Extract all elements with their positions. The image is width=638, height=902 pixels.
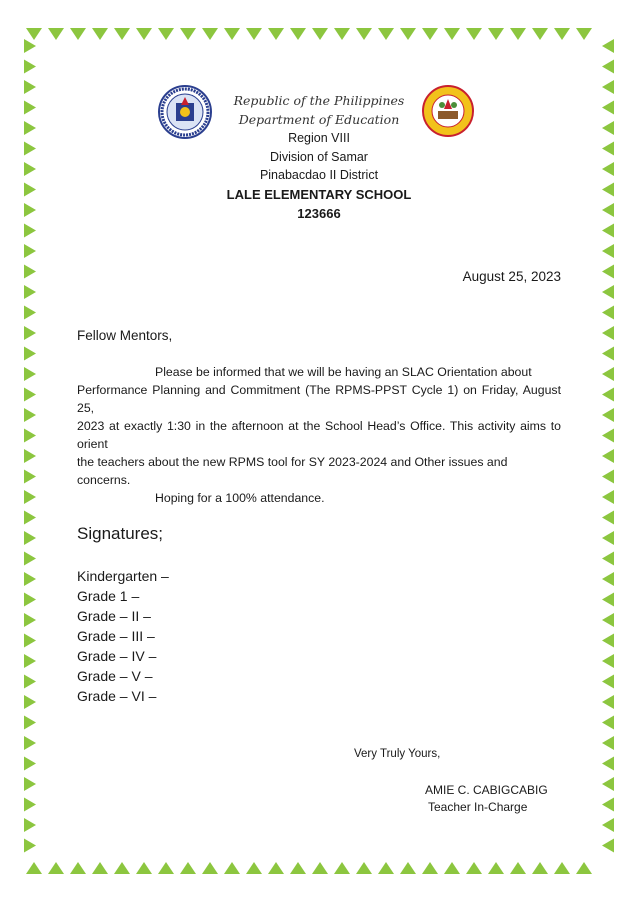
border-triangle-bottom — [466, 862, 482, 874]
border-triangle-left — [24, 572, 36, 586]
border-triangle-left — [24, 244, 36, 258]
border-triangle-right — [602, 695, 614, 709]
border-triangle-top — [290, 28, 306, 40]
border-triangle-right — [602, 408, 614, 422]
border-triangle-left — [24, 367, 36, 381]
border-triangle-top — [488, 28, 504, 40]
border-triangle-left — [24, 798, 36, 812]
header-district: Pinabacdao II District — [259, 168, 379, 182]
border-triangle-top — [158, 28, 174, 40]
border-triangle-left — [24, 265, 36, 279]
border-triangle-left — [24, 757, 36, 771]
border-triangle-right — [602, 121, 614, 135]
border-triangle-left — [24, 675, 36, 689]
border-triangle-bottom — [290, 862, 306, 874]
border-triangle-right — [602, 736, 614, 750]
border-triangle-left — [24, 429, 36, 443]
border-triangle-bottom — [224, 862, 240, 874]
border-triangle-bottom — [202, 862, 218, 874]
border-triangle-left — [24, 634, 36, 648]
border-triangle-right — [602, 818, 614, 832]
border-triangle-top — [26, 28, 42, 40]
border-triangle-left — [24, 121, 36, 135]
header-department: Department of Education — [238, 112, 400, 127]
border-triangle-top — [356, 28, 372, 40]
border-triangle-right — [602, 757, 614, 771]
border-triangle-right — [602, 490, 614, 504]
signature-line: Grade – V – — [77, 668, 153, 684]
border-triangle-left — [24, 203, 36, 217]
header-republic: Republic of the Philippines — [233, 93, 405, 108]
border-triangle-left — [24, 39, 36, 53]
body-line: the teachers about the new RPMS tool for SY 2023-2024 and Other issues and concerns. — [77, 455, 508, 487]
border-triangle-top — [400, 28, 416, 40]
border-triangle-top — [268, 28, 284, 40]
signature-line: Grade – VI – — [77, 688, 157, 704]
signature-line: Kindergarten – — [77, 568, 169, 584]
border-triangle-bottom — [422, 862, 438, 874]
border-triangle-left — [24, 716, 36, 730]
border-triangle-bottom — [510, 862, 526, 874]
border-triangle-right — [602, 798, 614, 812]
border-triangle-top — [422, 28, 438, 40]
border-triangle-right — [602, 552, 614, 566]
border-triangle-left — [24, 142, 36, 156]
border-triangle-left — [24, 531, 36, 545]
border-triangle-bottom — [488, 862, 504, 874]
border-triangle-left — [24, 408, 36, 422]
border-triangle-right — [602, 347, 614, 361]
border-triangle-top — [444, 28, 460, 40]
signature-line: Grade – II – — [77, 608, 151, 624]
valediction: Very Truly Yours, — [354, 748, 441, 760]
border-triangle-right — [602, 716, 614, 730]
border-triangle-bottom — [158, 862, 174, 874]
border-triangle-top — [576, 28, 592, 40]
body-line: Please be informed that we will be having an SLAC Orientation about — [155, 365, 532, 379]
border-triangle-bottom — [92, 862, 108, 874]
school-name: LALE ELEMENTARY SCHOOL — [226, 187, 412, 202]
border-triangle-left — [24, 224, 36, 238]
border-triangle-left — [24, 326, 36, 340]
border-triangle-top — [554, 28, 570, 40]
border-triangle-left — [24, 388, 36, 402]
school-id: 123666 — [297, 206, 341, 221]
signatory-title: Teacher In-Charge — [428, 800, 528, 814]
border-triangle-right — [602, 675, 614, 689]
border-triangle-right — [602, 203, 614, 217]
border-triangle-bottom — [114, 862, 130, 874]
border-triangle-left — [24, 80, 36, 94]
border-triangle-bottom — [334, 862, 350, 874]
border-triangle-right — [602, 367, 614, 381]
border-triangle-right — [602, 429, 614, 443]
border-triangle-right — [602, 449, 614, 463]
border-triangle-left — [24, 347, 36, 361]
border-triangle-left — [24, 552, 36, 566]
border-triangle-top — [532, 28, 548, 40]
border-triangle-right — [602, 162, 614, 176]
border-triangle-left — [24, 777, 36, 791]
border-triangle-right — [602, 613, 614, 627]
border-triangle-top — [114, 28, 130, 40]
header-region: Region VIII — [288, 131, 350, 145]
letter-body — [77, 363, 561, 507]
border-triangle-top — [334, 28, 350, 40]
border-triangle-top — [180, 28, 196, 40]
border-triangle-left — [24, 654, 36, 668]
border-triangle-bottom — [378, 862, 394, 874]
border-triangle-top — [312, 28, 328, 40]
signatory-name: AMIE C. CABIGCABIG — [425, 783, 548, 797]
border-triangle-left — [24, 839, 36, 853]
border-triangle-right — [602, 839, 614, 853]
border-triangle-bottom — [268, 862, 284, 874]
border-triangle-bottom — [48, 862, 64, 874]
salutation: Fellow Mentors, — [77, 328, 173, 343]
border-triangle-right — [602, 265, 614, 279]
border-triangle-bottom — [444, 862, 460, 874]
border-triangle-right — [602, 326, 614, 340]
border-triangle-left — [24, 306, 36, 320]
border-triangle-right — [602, 572, 614, 586]
border-triangle-bottom — [246, 862, 262, 874]
border-triangle-right — [602, 388, 614, 402]
border-triangle-left — [24, 511, 36, 525]
border-triangle-left — [24, 183, 36, 197]
border-triangle-top — [224, 28, 240, 40]
border-triangle-right — [602, 285, 614, 299]
header-division: Division of Samar — [270, 150, 368, 164]
border-triangle-top — [510, 28, 526, 40]
border-triangle-right — [602, 80, 614, 94]
border-triangle-left — [24, 285, 36, 299]
border-triangle-right — [602, 306, 614, 320]
border-triangle-left — [24, 101, 36, 115]
border-triangle-right — [602, 39, 614, 53]
border-triangle-left — [24, 613, 36, 627]
border-triangle-top — [378, 28, 394, 40]
border-triangle-bottom — [70, 862, 86, 874]
border-triangle-right — [602, 531, 614, 545]
border-triangle-right — [602, 142, 614, 156]
border-triangle-bottom — [356, 862, 372, 874]
border-triangle-top — [70, 28, 86, 40]
border-triangle-bottom — [312, 862, 328, 874]
border-triangle-bottom — [26, 862, 42, 874]
border-triangle-left — [24, 470, 36, 484]
border-triangle-left — [24, 593, 36, 607]
border-triangle-right — [602, 183, 614, 197]
body-line: Performance Planning and Commitment (The RPMS-PPST Cycle 1) on Friday, August 25, — [77, 383, 561, 415]
border-triangle-right — [602, 654, 614, 668]
border-triangle-left — [24, 736, 36, 750]
border-triangle-right — [602, 634, 614, 648]
border-triangle-right — [602, 777, 614, 791]
border-triangle-bottom — [136, 862, 152, 874]
border-triangle-right — [602, 511, 614, 525]
border-triangle-top — [246, 28, 262, 40]
border-triangle-top — [48, 28, 64, 40]
border-triangle-right — [602, 101, 614, 115]
border-triangle-left — [24, 818, 36, 832]
border-triangle-top — [92, 28, 108, 40]
border-triangle-left — [24, 695, 36, 709]
border-triangle-bottom — [554, 862, 570, 874]
border-triangle-right — [602, 593, 614, 607]
border-triangle-right — [602, 244, 614, 258]
border-triangle-left — [24, 60, 36, 74]
border-triangle-left — [24, 162, 36, 176]
body-line: Hoping for a 100% attendance. — [155, 491, 325, 505]
border-triangle-top — [136, 28, 152, 40]
border-triangle-bottom — [180, 862, 196, 874]
signatures-heading: Signatures; — [77, 524, 163, 543]
signature-line: Grade 1 – — [77, 588, 140, 604]
border-triangle-bottom — [532, 862, 548, 874]
signature-line: Grade – IV – — [77, 648, 157, 664]
signature-list — [77, 566, 169, 706]
border-triangle-bottom — [400, 862, 416, 874]
signature-line: Grade – III – — [77, 628, 155, 644]
border-triangle-top — [466, 28, 482, 40]
border-triangle-top — [202, 28, 218, 40]
border-triangle-right — [602, 60, 614, 74]
border-triangle-bottom — [576, 862, 592, 874]
border-triangle-right — [602, 224, 614, 238]
border-triangle-left — [24, 449, 36, 463]
body-line: 2023 at exactly 1:30 in the afternoon at the School Head’s Office. This activity aims to orient — [77, 419, 561, 451]
letter-date: August 25, 2023 — [462, 269, 561, 284]
border-triangle-left — [24, 490, 36, 504]
border-triangle-right — [602, 470, 614, 484]
